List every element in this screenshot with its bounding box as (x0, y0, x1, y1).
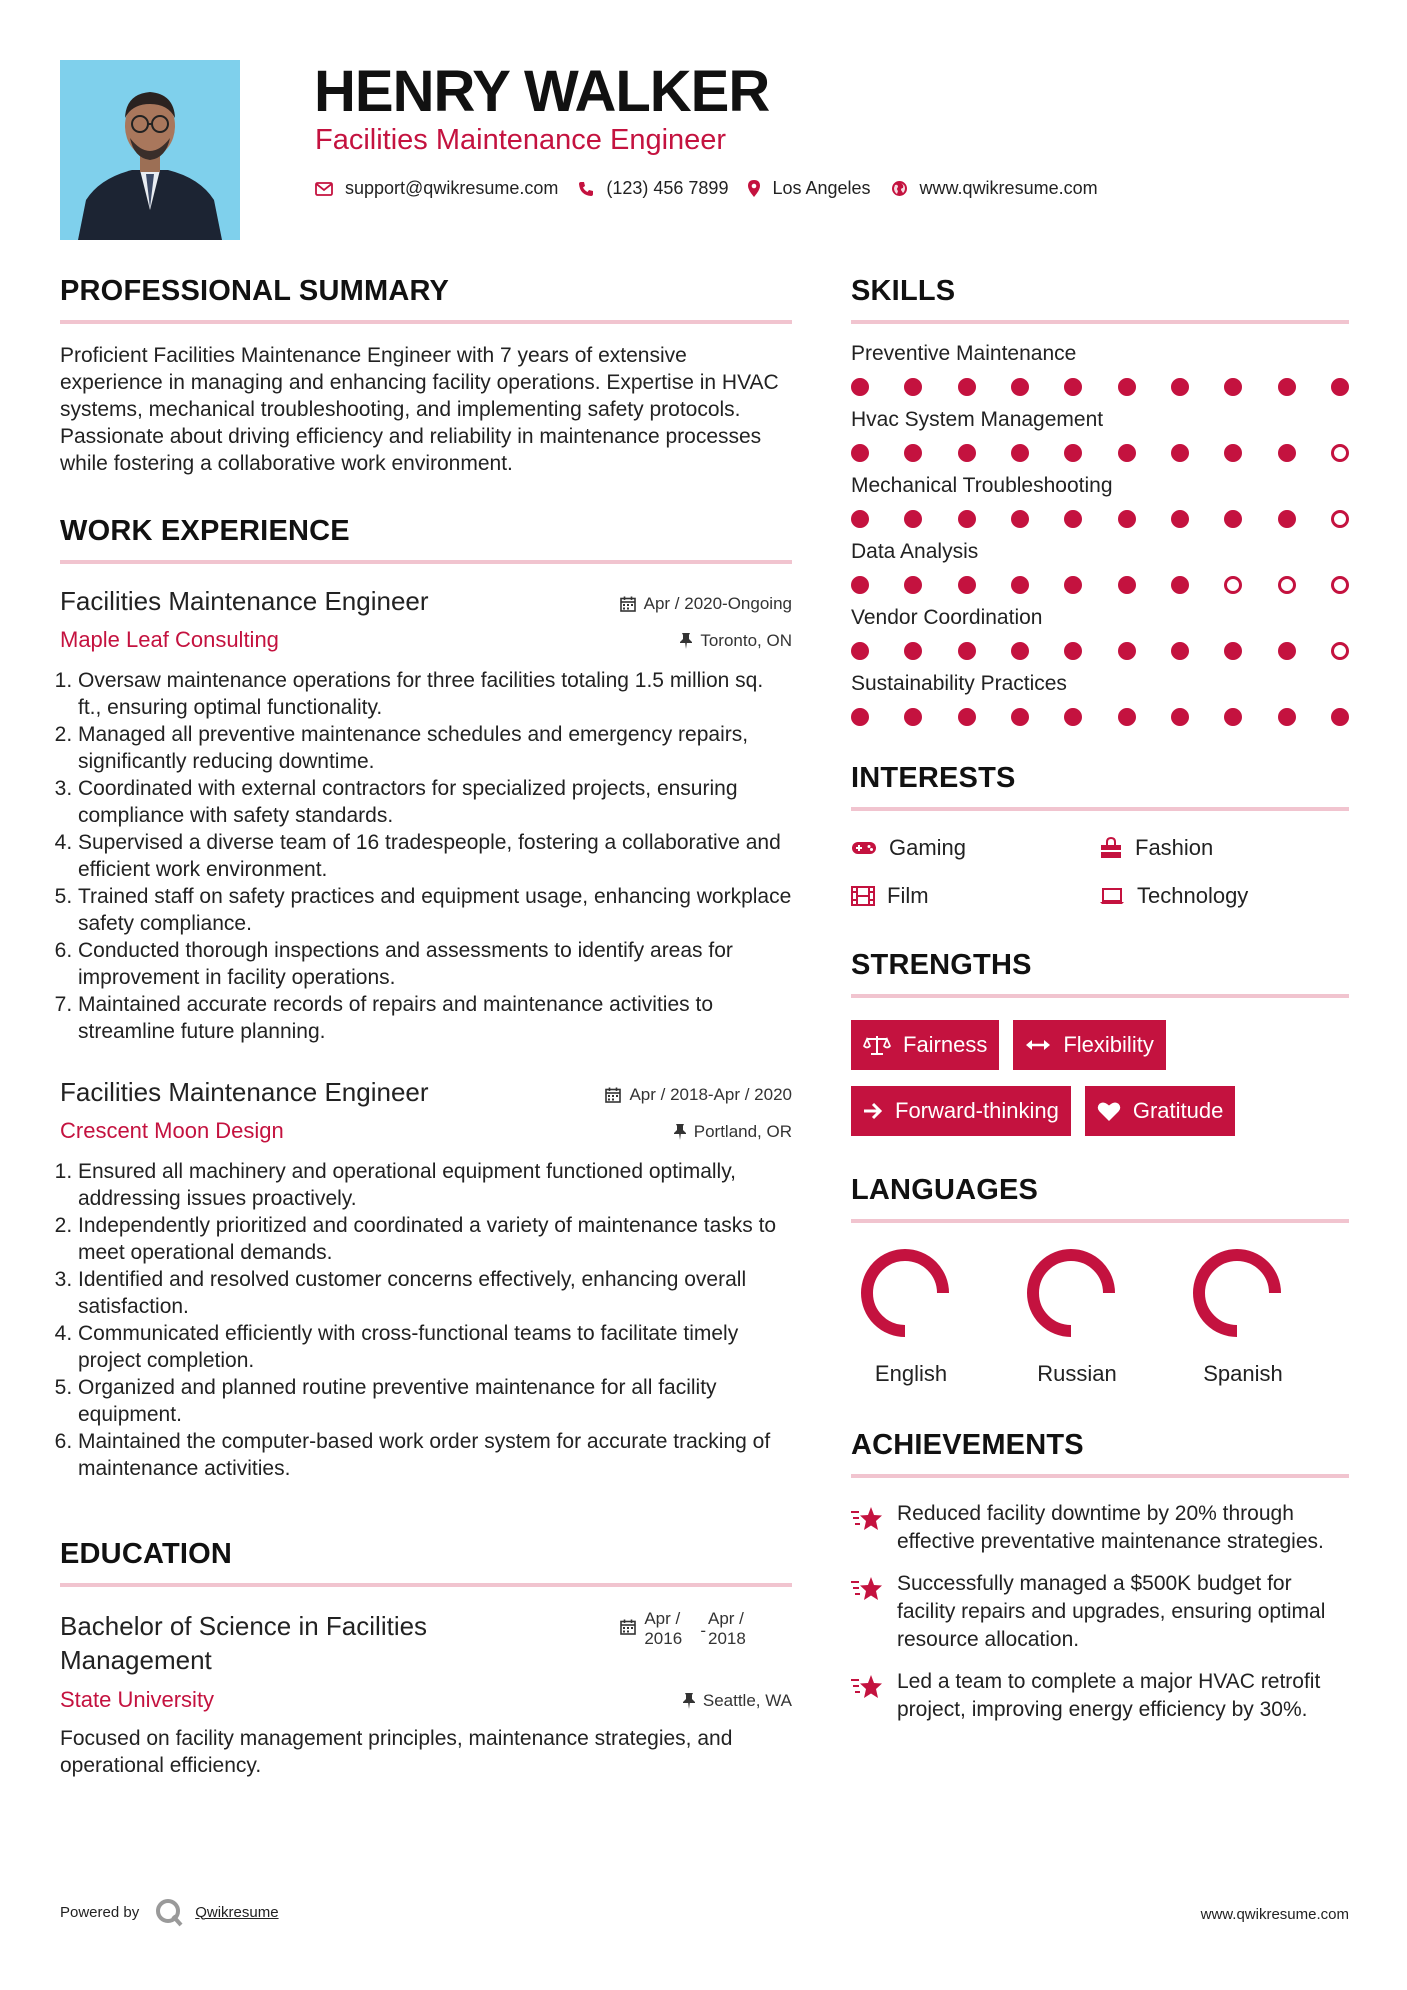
experience-heading: WORK EXPERIENCE (60, 515, 792, 564)
job-bullet: 6. Maintained the computer-based work order system for accurate tracking of maintenance activities. (78, 1428, 792, 1482)
interest-label: Gaming (889, 835, 967, 860)
contact-bar (315, 178, 1118, 199)
summary-section (60, 275, 792, 477)
education-location-text: Seattle, WA (702, 1691, 792, 1710)
strength-label: Forward-thinking (895, 1098, 1059, 1123)
achievement-text: Reduced facility downtime by 20% through effective preventative maintenance strategies. (897, 1502, 1324, 1553)
languages-section (851, 1174, 1349, 1387)
shopping-bag-icon (1099, 837, 1123, 859)
skill-rating (851, 444, 1349, 462)
interest-item (851, 883, 1099, 909)
skill-item (851, 672, 1349, 726)
company-name: Crescent Moon Design (60, 1118, 284, 1143)
rating-dot-filled (851, 576, 869, 594)
language-item (851, 1245, 1017, 1387)
calendar-icon (605, 1087, 621, 1103)
summary-heading: PROFESSIONAL SUMMARY (60, 275, 792, 324)
skill-item (851, 342, 1349, 396)
contact-website-text: www.qwikresume.com (919, 178, 1098, 198)
strength-label: Fairness (903, 1032, 988, 1057)
profile-photo (60, 60, 240, 240)
rating-dot-filled (1118, 510, 1136, 528)
skills-list (851, 342, 1349, 726)
strength-chip (1013, 1020, 1165, 1070)
balance-scale-icon (863, 1034, 891, 1056)
arrows-horizontal-icon (1025, 1038, 1051, 1052)
rating-dot-filled (1011, 642, 1029, 660)
job-entry (60, 1077, 792, 1482)
rating-dot-filled (904, 378, 922, 396)
rating-dot-filled (851, 642, 869, 660)
education-date (620, 1609, 758, 1649)
arrow-right-icon (863, 1102, 883, 1120)
languages-list (851, 1245, 1349, 1387)
strength-chip (851, 1086, 1071, 1136)
job-bullet: 1. Ensured all machinery and operational equipment functioned optimally, addressing issues proactively. (78, 1158, 792, 1212)
powered-by-text: Powered by (60, 1903, 140, 1921)
job-title: Facilities Maintenance Engineer (60, 1077, 429, 1107)
job-bullets (60, 667, 792, 1045)
rating-dot-empty (1331, 444, 1349, 462)
interests-heading: INTERESTS (851, 762, 1349, 811)
job-bullets (60, 1158, 792, 1482)
skill-rating (851, 378, 1349, 396)
skill-name: Sustainability Practices (851, 672, 1067, 695)
rating-dot-filled (958, 708, 976, 726)
job-bullet: 3. Identified and resolved customer concerns effectively, enhancing overall satisfaction. (78, 1266, 792, 1320)
strength-chip (851, 1020, 999, 1070)
rating-dot-filled (1171, 642, 1189, 660)
qwikresume-link[interactable]: Qwikresume (195, 1903, 279, 1921)
rating-dot-filled (1171, 378, 1189, 396)
laptop-icon (1099, 887, 1125, 905)
education-description: Focused on facility management principles, maintenance strategies, and operational efficiency. (60, 1727, 733, 1777)
job-bullet: 2. Managed all preventive maintenance schedules and emergency repairs, significantly reducing downtime. (78, 721, 792, 775)
rating-dot-filled (851, 378, 869, 396)
languages-heading: LANGUAGES (851, 1174, 1349, 1223)
education-date-end: Apr / 2018 (708, 1609, 746, 1648)
job-bullet: 2. Independently prioritized and coordinated a variety of maintenance tasks to meet operational demands. (78, 1212, 792, 1266)
rating-dot-filled (851, 510, 869, 528)
language-ring (1189, 1245, 1285, 1341)
skill-rating (851, 642, 1349, 660)
rating-dot-filled (1011, 576, 1029, 594)
rating-dot-filled (1171, 444, 1189, 462)
contact-location (748, 178, 870, 199)
heart-icon (1097, 1101, 1121, 1122)
candidate-name: HENRY WALKER (314, 59, 770, 124)
job-bullet: 7. Maintained accurate records of repairs and maintenance activities to streamline future planning. (78, 991, 792, 1045)
skill-item (851, 540, 1349, 594)
rating-dot-empty (1224, 576, 1242, 594)
contact-email[interactable] (315, 178, 558, 199)
rating-dot-filled (1224, 378, 1242, 396)
rating-dot-filled (904, 576, 922, 594)
rating-dot-filled (1224, 642, 1242, 660)
rating-dot-filled (851, 708, 869, 726)
rating-dot-filled (1064, 576, 1082, 594)
star-icon (851, 1674, 883, 1700)
skill-rating (851, 510, 1349, 528)
skill-name: Preventive Maintenance (851, 342, 1077, 365)
strength-label: Flexibility (1063, 1032, 1154, 1057)
rating-dot-filled (958, 444, 976, 462)
rating-dot-filled (904, 444, 922, 462)
right-column (851, 275, 1349, 1738)
achievement-item (851, 1668, 1349, 1724)
language-item (1183, 1245, 1349, 1387)
rating-dot-filled (1278, 708, 1296, 726)
rating-dot-filled (1278, 378, 1296, 396)
school-name: State University (60, 1687, 215, 1712)
education-section (60, 1538, 792, 1779)
job-bullet: 5. Organized and planned routine preventive maintenance for all facility equipment. (78, 1374, 792, 1428)
skill-item (851, 606, 1349, 660)
footer-powered-by (60, 1896, 279, 1928)
rating-dot-filled (1064, 510, 1082, 528)
rating-dot-filled (1118, 708, 1136, 726)
skills-heading: SKILLS (851, 275, 1349, 324)
phone-icon (578, 181, 594, 197)
map-marker-icon (748, 180, 760, 197)
rating-dot-empty (1331, 576, 1349, 594)
rating-dot-filled (1064, 444, 1082, 462)
job-date-text: Apr / 2020-Ongoing (643, 594, 792, 613)
contact-phone[interactable] (578, 178, 728, 199)
rating-dot-filled (1171, 576, 1189, 594)
strengths-heading: STRENGTHS (851, 949, 1349, 998)
company-name: Maple Leaf Consulting (60, 627, 279, 652)
skill-name: Vendor Coordination (851, 606, 1043, 629)
rating-dot-filled (1064, 642, 1082, 660)
skill-item (851, 408, 1349, 462)
job-location (680, 631, 792, 651)
rating-dot-filled (1171, 708, 1189, 726)
rating-dot-filled (1011, 378, 1029, 396)
rating-dot-filled (1278, 444, 1296, 462)
job-date-text: Apr / 2018-Apr / 2020 (629, 1085, 792, 1104)
rating-dot-filled (958, 378, 976, 396)
education-location (683, 1691, 792, 1711)
language-name: Spanish (1203, 1361, 1283, 1386)
calendar-icon (620, 596, 636, 612)
job-bullet: 5. Trained staff on safety practices and equipment usage, enhancing workplace safety compliance. (78, 883, 792, 937)
skill-rating (851, 708, 1349, 726)
contact-phone-text: (123) 456 7899 (606, 178, 729, 198)
language-ring (1023, 1245, 1119, 1341)
interest-item (1099, 835, 1349, 861)
pushpin-icon (674, 1124, 686, 1140)
interests-grid (851, 835, 1349, 909)
strengths-section (851, 949, 1349, 1136)
strengths-chips (851, 1020, 1349, 1136)
rating-dot-filled (1118, 444, 1136, 462)
rating-dot-filled (1011, 444, 1029, 462)
rating-dot-filled (958, 510, 976, 528)
calendar-icon (620, 1619, 636, 1635)
job-title: Facilities Maintenance Engineer (60, 586, 429, 616)
envelope-icon (315, 182, 333, 196)
rating-dot-filled (958, 642, 976, 660)
skill-item (851, 474, 1349, 528)
language-ring (857, 1245, 953, 1341)
language-name: English (874, 1361, 948, 1386)
pushpin-icon (680, 633, 692, 649)
job-location-text: Portland, OR (693, 1122, 792, 1141)
rating-dot-empty (1331, 642, 1349, 660)
language-name: Russian (1037, 1361, 1117, 1386)
rating-dot-filled (1224, 510, 1242, 528)
job-bullet: 1. Oversaw maintenance operations for three facilities totaling 1.5 million sq. ft., ensuring optimal functionality. (78, 667, 792, 721)
contact-email-text: support@qwikresume.com (345, 178, 559, 198)
qwikresume-logo-icon (153, 1896, 185, 1928)
rating-dot-filled (904, 510, 922, 528)
job-location-text: Toronto, ON (700, 631, 792, 650)
skills-section (851, 275, 1349, 726)
rating-dot-empty (1278, 576, 1296, 594)
rating-dot-filled (958, 576, 976, 594)
pushpin-icon (683, 1693, 695, 1709)
rating-dot-filled (1118, 378, 1136, 396)
job-location (674, 1122, 792, 1142)
job-entry (60, 586, 792, 1045)
left-column (60, 275, 792, 1779)
star-icon (851, 1576, 883, 1602)
skill-rating (851, 576, 1349, 594)
achievement-item (851, 1570, 1349, 1654)
language-ring-arc (1199, 1255, 1275, 1331)
rating-dot-filled (1278, 510, 1296, 528)
rating-dot-filled (1331, 708, 1349, 726)
interest-label: Fashion (1135, 835, 1214, 860)
rating-dot-filled (1118, 642, 1136, 660)
rating-dot-filled (1011, 708, 1029, 726)
interest-item (851, 835, 1099, 861)
experience-section (60, 515, 792, 1482)
language-ring-arc (1033, 1255, 1109, 1331)
rating-dot-filled (1224, 444, 1242, 462)
candidate-title: Facilities Maintenance Engineer (315, 124, 727, 156)
achievement-item (851, 1500, 1349, 1556)
language-ring-arc (867, 1255, 943, 1331)
strength-chip (1085, 1086, 1236, 1136)
rating-dot-filled (1331, 378, 1349, 396)
rating-dot-filled (1064, 378, 1082, 396)
interest-label: Film (887, 883, 929, 908)
job-bullet: 6. Conducted thorough inspections and assessments to identify areas for improvement in facility operations. (78, 937, 792, 991)
rating-dot-filled (1224, 708, 1242, 726)
contact-website[interactable] (891, 178, 1098, 199)
rating-dot-empty (1331, 510, 1349, 528)
gamepad-icon (851, 840, 877, 856)
interest-item (1099, 883, 1349, 909)
interest-label: Technology (1137, 883, 1249, 908)
achievements-heading: ACHIEVEMENTS (851, 1429, 1349, 1478)
film-icon (851, 886, 875, 906)
skill-name: Hvac System Management (851, 408, 1104, 431)
education-heading: EDUCATION (60, 1538, 792, 1587)
rating-dot-filled (904, 642, 922, 660)
strength-label: Gratitude (1132, 1098, 1224, 1123)
language-item (1017, 1245, 1183, 1387)
rating-dot-filled (904, 708, 922, 726)
rating-dot-filled (1064, 708, 1082, 726)
skill-name: Mechanical Troubleshooting (851, 474, 1113, 497)
rating-dot-filled (1011, 510, 1029, 528)
rating-dot-filled (1118, 576, 1136, 594)
skill-name: Data Analysis (851, 540, 979, 563)
rating-dot-filled (1171, 510, 1189, 528)
footer-website[interactable]: www.qwikresume.com (1200, 1906, 1349, 1923)
summary-text: Proficient Facilities Maintenance Engineer with 7 years of extensive experience in managing and enhancing facility operations. Expertise in HVAC systems, mechanical troubleshooting, and implementing safety protocols. Passionate about driving efficiency and reliability in maintenance processes while fostering a collaborative work environment. (60, 344, 779, 475)
rating-dot-filled (1278, 642, 1296, 660)
contact-location-text: Los Angeles (772, 178, 871, 198)
job-date (620, 594, 792, 614)
degree-title: Bachelor of Science in Facilities Management (60, 1611, 428, 1675)
star-icon (851, 1506, 883, 1532)
job-date (605, 1085, 792, 1105)
job-bullet: 4. Supervised a diverse team of 16 tradespeople, fostering a collaborative and efficient work environment. (78, 829, 792, 883)
education-date-sep: - (700, 1621, 706, 1640)
achievement-text: Successfully managed a $500K budget for facility repairs and upgrades, ensuring optimal resource allocation. (897, 1572, 1326, 1651)
rating-dot-filled (851, 444, 869, 462)
achievements-section (851, 1429, 1349, 1724)
achievement-text: Led a team to complete a major HVAC retrofit project, improving energy efficiency by 30%. (897, 1670, 1321, 1721)
education-date-start: Apr / 2016 (644, 1609, 683, 1648)
job-bullet: 3. Coordinated with external contractors for specialized projects, ensuring compliance with safety standards. (78, 775, 792, 829)
interests-section (851, 762, 1349, 909)
job-bullet: 4. Communicated efficiently with cross-functional teams to facilitate timely project completion. (78, 1320, 792, 1374)
globe-icon (891, 180, 908, 197)
